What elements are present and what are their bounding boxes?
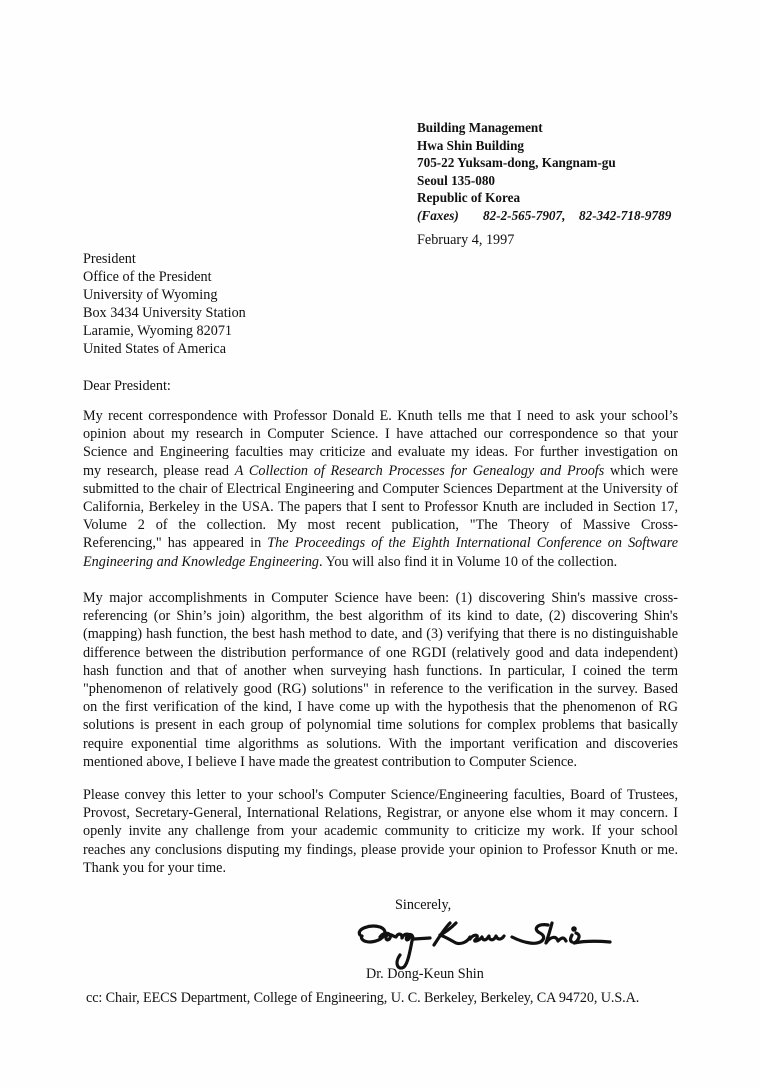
text-line: (mapping) hash function, the best hash method to date, and (3) verifying that there is no distinguishable — [83, 626, 678, 643]
signer-name: Dr. Dong-Keun Shin — [366, 966, 484, 982]
cc-line: cc: Chair, EECS Department, College of Engineering, U. C. Berkeley, Berkeley, CA 94720, U.S.A. — [86, 990, 640, 1006]
salutation: Dear President: — [83, 378, 171, 394]
text-line: require exponential time algorithms as solutions. With the important verification and discoveries — [83, 735, 678, 752]
sender-address-block — [417, 119, 671, 225]
collection-title: A Collection of Research Processes for Genealogy and Proofs — [234, 462, 605, 479]
proceedings-title: The Proceedings of the Eighth International Conference on Software — [267, 535, 678, 552]
text-line: Science and Engineering faculties may criticize and evaluate my ideas. For further investigation on — [83, 444, 678, 461]
text-line: difference between the distribution performance of one RGDI (relatively good and data independent) — [83, 644, 678, 661]
recipient-line: President — [83, 251, 136, 267]
text-line: submitted to the chair of Electrical Engineering and Computer Sciences Department at the University of — [83, 480, 678, 497]
letter-date: February 4, 1997 — [417, 232, 515, 248]
text-segment: Referencing," has appeared in — [83, 535, 268, 552]
text-line: Thank you for your time. — [83, 859, 227, 876]
fax-number-2: 82-342-718-9789 — [579, 207, 672, 223]
text-line — [83, 553, 678, 571]
text-line — [83, 534, 678, 552]
text-line: My recent correspondence with Professor Donald E. Knuth tells me that I need to ask your school’s — [83, 408, 678, 424]
recipient-line: Laramie, Wyoming 82071 — [83, 323, 233, 340]
text-segment: . You will also find it in Volume 10 of the collection. — [319, 553, 618, 570]
text-line: Please convey this letter to your school's Computer Science/Engineering faculties, Board of Trustees, — [83, 787, 678, 803]
recipient-line: United States of America — [83, 341, 227, 358]
body-paragraph-1 — [83, 407, 678, 571]
text-line: reaches any conclusions disputing my findings, please provide your opinion to Professor Knuth or me. — [83, 841, 678, 858]
recipient-line: University of Wyoming — [83, 287, 218, 304]
text-segment: which were — [604, 462, 678, 479]
fax-label: (Faxes) — [417, 207, 459, 223]
body-paragraph-2 — [83, 589, 678, 771]
sender-line: Seoul 135-080 — [417, 172, 496, 188]
recipient-line: Office of the President — [83, 269, 212, 286]
sender-fax-line — [417, 207, 671, 225]
sender-line: Building Management — [417, 120, 543, 135]
recipient-line: Box 3434 University Station — [83, 305, 246, 322]
text-line: referencing (or Shin’s join) algorithm, the best algorithm of its kind to date, (2) discovering Shin's — [83, 608, 678, 625]
sender-line: Hwa Shin Building — [417, 137, 525, 153]
signature-icon — [352, 915, 614, 973]
sender-line: 705-22 Yuksam-dong, Kangnam-gu — [417, 155, 616, 171]
body-paragraph-3 — [83, 786, 678, 877]
sender-line: Republic of Korea — [417, 190, 521, 206]
text-line: My major accomplishments in Computer Science have been: (1) discovering Shin's massive cross- — [83, 590, 678, 606]
text-line: on the first verification of the kind, I have come up with the hypothesis that the phenomenon of RG — [83, 699, 678, 716]
fax-number-1: 82-2-565-7907, — [483, 207, 566, 223]
text-line — [83, 462, 678, 480]
text-line: openly invite any challenge from your academic community to criticize my work. If your school — [83, 823, 678, 840]
text-line: hash function and that of another when surveying hash functions. In particular, I coined the term — [83, 662, 678, 679]
text-segment: my research, please read — [83, 462, 235, 479]
recipient-address-block — [83, 250, 246, 359]
text-line: Volume 2 of the collection. My most recent publication, "The Theory of Massive Cross- — [83, 517, 678, 534]
text-line: "phenomenon of relatively good (RG) solutions" in reference to the verification in the survey. Based — [83, 681, 678, 698]
text-line: California, Berkeley in the USA. The papers that I sent to Professor Knuth are included in Section 17, — [83, 499, 678, 516]
closing: Sincerely, — [395, 897, 452, 913]
text-line: opinion about my research in Computer Science. I have attached our correspondence so that your — [83, 426, 678, 443]
text-line: solutions is present in each group of polynomial time solutions for complex problems that basically — [83, 717, 678, 734]
text-line: mentioned above, I believe I have made the greatest contribution to Computer Science. — [83, 753, 578, 770]
text-line: Provost, Secretary-General, International Relations, Registrar, or anyone else whom it may concern. I — [83, 805, 678, 822]
proceedings-title-cont: Engineering and Knowledge Engineering — [83, 553, 320, 570]
